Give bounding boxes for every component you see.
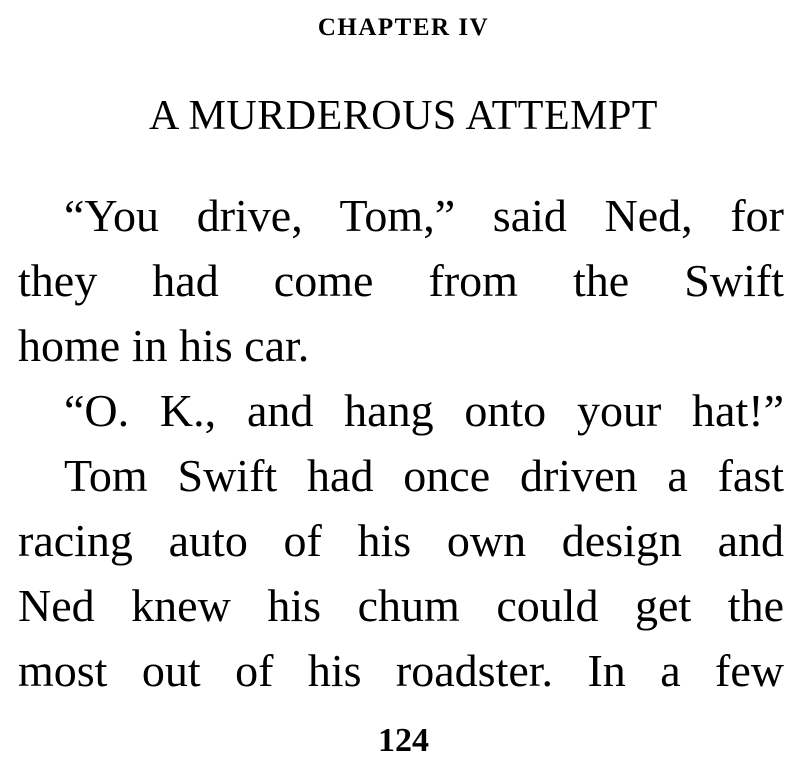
chapter-label: CHAPTER IV [317, 14, 490, 41]
page-number: 124 [378, 722, 429, 759]
body-line: “O. K., and hang onto your hat!” [64, 385, 784, 436]
body-line: they had come from the Swift [18, 255, 784, 306]
body-line: racing auto of his own design and [18, 515, 784, 566]
body-line: Ned knew his chum could get the [18, 580, 784, 631]
body-line: “You drive, Tom,” said Ned, for [64, 190, 784, 241]
body-line: most out of his roadster. In a few [18, 645, 784, 696]
body-text [18, 183, 784, 703]
body-line: Tom Swift had once driven a fast [64, 450, 784, 501]
body-line: home in his car. [18, 320, 310, 371]
chapter-title: A MURDEROUS ATTEMPT [149, 93, 658, 139]
